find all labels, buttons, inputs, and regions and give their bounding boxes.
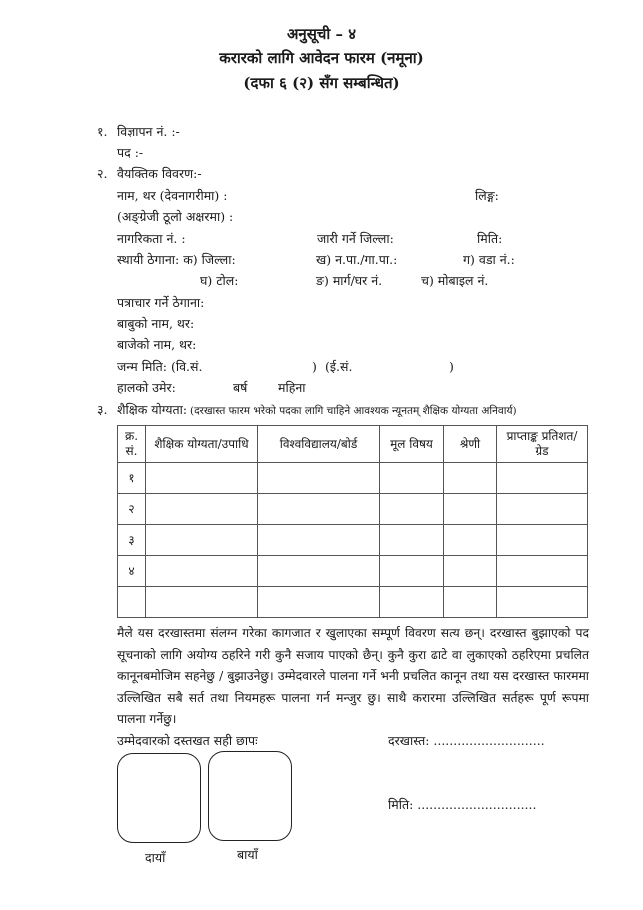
tole-label: घ) टोल: xyxy=(200,273,239,288)
declaration-paragraph: मैले यस दरखास्तमा संलग्न गरेका कागजात र खुलाएका सम्पूर्ण विवरण सत्य छन्। दरखास्त बुझाएको पद सूचनाको लागि अयोग्य ठहरिने गरी कुनै सजाय पाएको छैन्। कुनै कुरा ढाटे वा लुकाएको ठहरिएमा प्रचलित कानूनबमोजिम सहनेछु / बुझाउनेछु। उम्मेदवारले पालना गर्ने भनी प्रचलित कानून तथा यस दरखास्त फारममा उल्लिखित सबै सर्त तथा नियमहरू पालना गर्न मन्जुर छु। साथै करारमा उल्लिखित सर्तहरू पूर्ण रूपमा पालना गर्नेछु। xyxy=(117,626,589,726)
qualification-cell[interactable] xyxy=(146,525,258,556)
grade-cell[interactable] xyxy=(497,556,588,587)
division-cell[interactable] xyxy=(444,556,497,587)
dob-bs-label: जन्म मिति: (वि.सं. xyxy=(117,359,203,374)
qualification-cell[interactable] xyxy=(146,494,258,525)
section1-number: १. xyxy=(97,124,108,139)
grade-cell[interactable] xyxy=(497,494,588,525)
municipality-label: ख) न.पा./गा.पा.: xyxy=(316,252,398,267)
education-heading: शैक्षिक योग्यता: xyxy=(117,402,188,417)
education-note: (दरखास्त फारम भरेको पदका लागि चाहिने आवश्यक न्यूनतम् शैक्षिक योग्यता अनिवार्य) xyxy=(190,405,517,417)
dob-bs-close: ) xyxy=(312,359,317,374)
schedule-heading: अनुसूची – ४ xyxy=(286,25,357,43)
right-thumb-label: दायाँ xyxy=(145,850,166,865)
university-cell[interactable] xyxy=(258,587,380,618)
subject-cell[interactable] xyxy=(380,525,444,556)
application-line: दरखास्त: ............................ xyxy=(388,733,545,748)
grandfather-name-label: बाजेको नाम, थर: xyxy=(117,337,197,352)
personal-details-heading: वैयक्तिक विवरण:- xyxy=(117,166,202,181)
subject-cell[interactable] xyxy=(380,463,444,494)
citizenship-no-label: नागरिकता नं. : xyxy=(117,231,186,246)
education-table xyxy=(117,425,588,618)
header-qualification: शैक्षिक योग्यता/उपाधि xyxy=(146,426,258,463)
issued-district-label: जारी गर्ने जिल्ला: xyxy=(317,231,394,246)
section3-number: ३. xyxy=(97,402,108,417)
qualification-cell[interactable] xyxy=(146,463,258,494)
correspondence-address-label: पत्राचार गर्ने ठेगाना: xyxy=(117,295,205,310)
serial-cell: १ xyxy=(118,463,146,494)
university-cell[interactable] xyxy=(258,525,380,556)
division-cell[interactable] xyxy=(444,525,497,556)
citizenship-date-label: मिति: xyxy=(477,231,503,246)
ward-label: ग) वडा नं.: xyxy=(463,252,515,267)
mobile-label: च) मोबाइल नं. xyxy=(421,273,489,288)
grade-cell[interactable] xyxy=(497,525,588,556)
months-label: महिना xyxy=(278,380,306,395)
father-name-label: बाबुको नाम, थर: xyxy=(117,316,195,331)
section2-number: २. xyxy=(97,166,108,181)
left-thumb-label: बायाँ xyxy=(237,847,258,862)
header-division: श्रेणी xyxy=(444,426,497,463)
form-subtitle: (दफा ६ (२) सँग सम्बन्धित) xyxy=(243,74,400,92)
header-university-board: विश्वविद्यालय/बोर्ड xyxy=(258,426,380,463)
header-percentage-grade: प्राप्ताङ्क प्रतिशत/ ग्रेड xyxy=(497,426,588,463)
qualification-cell[interactable] xyxy=(146,556,258,587)
serial-cell: ४ xyxy=(118,556,146,587)
qualification-cell[interactable] xyxy=(146,587,258,618)
table-row xyxy=(118,463,588,494)
name-english-label: (अङ्ग्रेजी ठूलो अक्षरमा) : xyxy=(117,209,234,224)
post-label: पद :- xyxy=(117,145,144,160)
table-row xyxy=(118,525,588,556)
division-cell[interactable] xyxy=(444,587,497,618)
university-cell[interactable] xyxy=(258,556,380,587)
division-cell[interactable] xyxy=(444,494,497,525)
division-cell[interactable] xyxy=(444,463,497,494)
subject-cell[interactable] xyxy=(380,494,444,525)
table-row xyxy=(118,494,588,525)
education-table-header-row xyxy=(118,426,588,463)
form-title: करारको लागि आवेदन फारम (नमूना) xyxy=(219,49,424,67)
dob-ad-close: ) xyxy=(449,359,454,374)
subject-cell[interactable] xyxy=(380,556,444,587)
dob-ad-label: (ई.सं. xyxy=(325,359,353,374)
grade-cell[interactable] xyxy=(497,587,588,618)
serial-cell: ३ xyxy=(118,525,146,556)
signature-label: उम्मेदवारको दस्तखत सही छापः xyxy=(117,733,258,748)
current-age-label: हालको उमेर: xyxy=(117,380,176,395)
university-cell[interactable] xyxy=(258,494,380,525)
gender-label: लिङ्ग: xyxy=(475,188,499,203)
right-thumbprint-box xyxy=(117,753,201,843)
serial-cell: २ xyxy=(118,494,146,525)
left-thumbprint-box xyxy=(208,751,292,841)
header-major-subject: मूल विषय xyxy=(380,426,444,463)
road-house-label: ङ) मार्ग/घर नं. xyxy=(316,273,383,288)
university-cell[interactable] xyxy=(258,463,380,494)
years-label: बर्ष xyxy=(233,380,248,395)
signature-date-line: मिति: .............................. xyxy=(388,797,537,812)
header-serial-no: क्र. सं. xyxy=(118,426,146,463)
permanent-address-district-label: स्थायी ठेगाना: क) जिल्ला: xyxy=(117,252,236,267)
table-row xyxy=(118,556,588,587)
table-row xyxy=(118,587,588,618)
subject-cell[interactable] xyxy=(380,587,444,618)
advert-no-label: विज्ञापन नं. :- xyxy=(117,124,180,139)
name-devanagari-label: नाम, थर (देवनागरीमा) : xyxy=(117,188,228,203)
serial-cell xyxy=(118,587,146,618)
grade-cell[interactable] xyxy=(497,463,588,494)
